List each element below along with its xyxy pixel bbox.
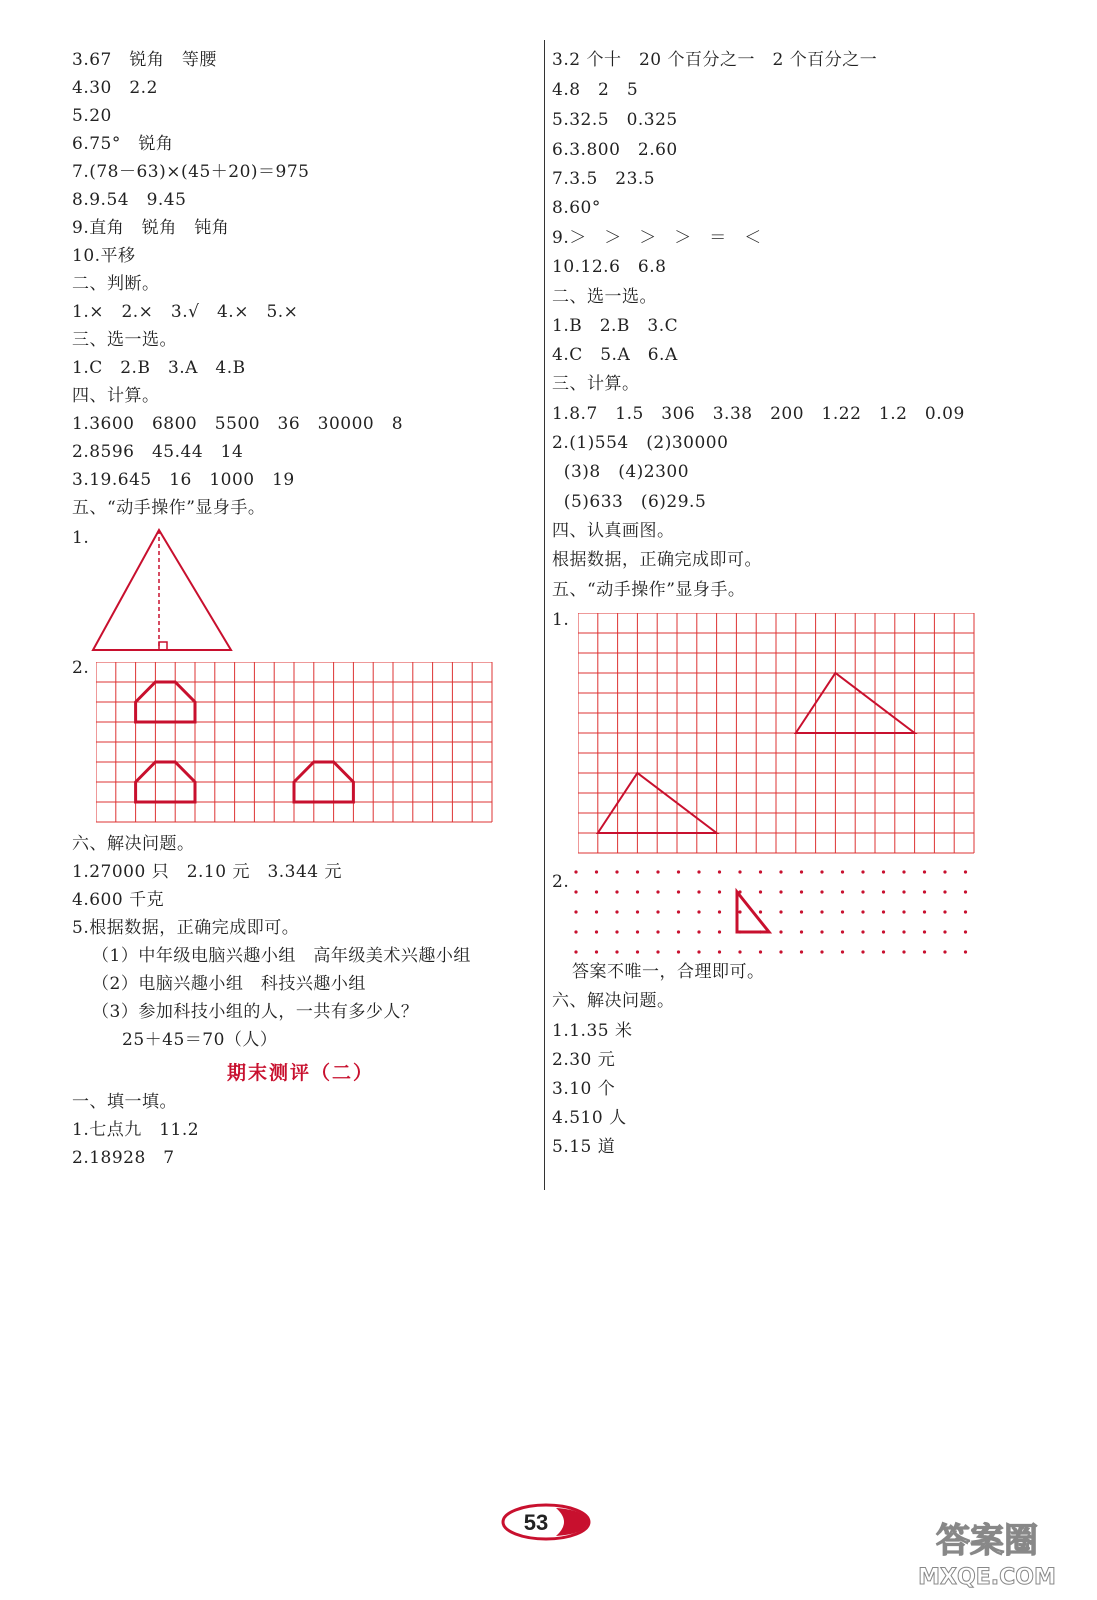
section-heading: 五、“动手操作”显身手。	[552, 580, 746, 600]
answer-line: 1.七点九 11.2	[72, 1120, 200, 1140]
triangle-altitude-figure	[88, 526, 238, 654]
grid-dot	[861, 950, 864, 953]
grid-dot	[779, 930, 782, 933]
grid-dot	[636, 890, 639, 893]
answer-line: 1.1.35 米	[552, 1021, 633, 1041]
answer-line: 3.10 个	[552, 1079, 616, 1099]
dot-grid-figure	[570, 866, 980, 956]
answer-line: 2.30 元	[552, 1050, 616, 1070]
section-heading: 三、计算。	[552, 374, 640, 394]
answer-line: 5.32.5 0.325	[552, 110, 678, 130]
answer-line: 3.67 锐角 等腰	[72, 50, 217, 70]
answer-note: 答案不唯一，合理即可。	[572, 962, 765, 982]
answer-line: 4.8 2 5	[552, 80, 639, 100]
grid-dot	[718, 910, 721, 913]
grid-dot	[882, 950, 885, 953]
answer-line: 5.根据数据，正确完成即可。	[72, 918, 300, 938]
grid-dot	[656, 890, 659, 893]
section-heading: 一、填一填。	[72, 1092, 177, 1112]
grid-dot	[656, 930, 659, 933]
grid-dot	[677, 890, 680, 893]
svg-text:MXQE.COM: MXQE.COM	[918, 1565, 1056, 1590]
grid-dot	[800, 930, 803, 933]
grid-dot	[841, 890, 844, 893]
grid-dot	[636, 930, 639, 933]
grid-dot	[820, 890, 823, 893]
grid-dot	[964, 950, 967, 953]
grid-dot	[615, 950, 618, 953]
grid-dot	[882, 890, 885, 893]
grid-dot	[902, 870, 905, 873]
answer-line: 4.30 2.2	[72, 78, 158, 98]
answer-line: 4.510 人	[552, 1108, 627, 1128]
grid-dot	[923, 930, 926, 933]
answer-line: 8.60°	[552, 198, 601, 218]
grid-dot	[923, 890, 926, 893]
grid-dot	[820, 950, 823, 953]
answer-line: 7.3.5 23.5	[552, 169, 656, 189]
grid-dot	[964, 870, 967, 873]
grid-dot	[800, 950, 803, 953]
grid-dot	[718, 950, 721, 953]
grid-dot	[677, 910, 680, 913]
grid-dot	[656, 870, 659, 873]
grid-dot	[861, 870, 864, 873]
grid-dot	[964, 930, 967, 933]
grid-dot	[738, 950, 741, 953]
grid-dot	[656, 950, 659, 953]
answer-line: 1.B 2.B 3.C	[552, 316, 679, 336]
answer-line: 7.(78－63)×(45＋20)＝975	[72, 162, 310, 182]
grid-dot	[697, 870, 700, 873]
grid-dot	[718, 930, 721, 933]
grid-dot	[656, 910, 659, 913]
grid-dot	[943, 870, 946, 873]
grid-dot	[943, 890, 946, 893]
grid-dot	[636, 950, 639, 953]
answer-line: 9.＞ ＞ ＞ ＞ ＝ ＜	[552, 228, 762, 248]
answer-line: 根据数据，正确完成即可。	[552, 550, 762, 570]
grid-dot	[923, 870, 926, 873]
answer-line: 10.平移	[72, 246, 136, 266]
grid-dot	[574, 950, 577, 953]
answer-line: 9.直角 锐角 钝角	[72, 218, 230, 238]
answer-line: (5)633 (6)29.5	[552, 492, 707, 512]
answer-line: 25＋45＝70（人）	[122, 1030, 278, 1050]
grid-dot	[595, 910, 598, 913]
grid-dot	[861, 910, 864, 913]
grid-dot	[677, 950, 680, 953]
grid-dot	[759, 910, 762, 913]
grid-dot	[841, 930, 844, 933]
grid-dot	[800, 910, 803, 913]
section-heading: 六、解决问题。	[552, 991, 675, 1011]
section-heading: 六、解决问题。	[72, 834, 195, 854]
grid-dot	[697, 930, 700, 933]
section-heading: 四、认真画图。	[552, 521, 675, 541]
grid-dot	[759, 950, 762, 953]
grid-dot	[964, 890, 967, 893]
page-number-badge	[500, 1500, 592, 1544]
grid-dot	[841, 870, 844, 873]
grid-dot	[615, 890, 618, 893]
grid-dot	[902, 890, 905, 893]
rotation-grid	[578, 613, 976, 857]
grid-dot	[779, 870, 782, 873]
grid-dot	[595, 870, 598, 873]
grid-dot	[861, 890, 864, 893]
grid-dot	[923, 950, 926, 953]
grid-dot	[964, 910, 967, 913]
watermark-logo	[897, 1512, 1077, 1592]
translation-grid	[96, 662, 494, 824]
grid-dot	[902, 930, 905, 933]
section-heading: 四、计算。	[72, 386, 160, 406]
answer-line: 4.600 千克	[72, 890, 165, 910]
answer-line: 8.9.54 9.45	[72, 190, 187, 210]
answer-line: 1.C 2.B 3.A 4.B	[72, 358, 246, 378]
grid-dot	[943, 930, 946, 933]
grid-dot	[636, 910, 639, 913]
answer-line: 5.15 道	[552, 1137, 616, 1157]
grid-dot	[923, 910, 926, 913]
grid-dot	[882, 870, 885, 873]
figure-label: 1.	[552, 610, 570, 630]
grid-dot	[677, 870, 680, 873]
grid-dot	[882, 930, 885, 933]
section-title: 期末测评（二）	[227, 1062, 375, 1084]
grid-dot	[759, 890, 762, 893]
answer-line: （2）电脑兴趣小组 科技兴趣小组	[92, 974, 366, 994]
grid-dot	[636, 870, 639, 873]
grid-dot	[595, 890, 598, 893]
grid-dot	[841, 910, 844, 913]
grid-dot	[615, 930, 618, 933]
grid-dot	[902, 910, 905, 913]
answer-line: 4.C 5.A 6.A	[552, 345, 678, 365]
grid-dot	[800, 890, 803, 893]
answer-line: 2.8596 45.44 14	[72, 442, 244, 462]
answer-line: 6.3.800 2.60	[552, 140, 678, 160]
grid-dot	[697, 950, 700, 953]
grid-dot	[759, 870, 762, 873]
answer-line: 1.3600 6800 5500 36 30000 8	[72, 414, 404, 434]
grid-dot	[718, 870, 721, 873]
answer-line: 1.× 2.× 3.√ 4.× 5.×	[72, 302, 299, 322]
column-divider	[544, 40, 545, 1190]
answer-line: 2.(1)554 (2)30000	[552, 433, 729, 453]
grid-dot	[595, 950, 598, 953]
figure-label: 1.	[72, 528, 90, 548]
grid-dot	[574, 910, 577, 913]
answer-line: 6.75° 锐角	[72, 134, 174, 154]
answer-line: 2.18928 7	[72, 1148, 175, 1168]
grid-dot	[615, 910, 618, 913]
grid-dot	[820, 910, 823, 913]
grid-dot	[677, 930, 680, 933]
grid-dot	[943, 950, 946, 953]
grid-dot	[779, 910, 782, 913]
right-triangle-shape	[737, 892, 769, 932]
grid-dot	[779, 890, 782, 893]
grid-dot	[738, 910, 741, 913]
grid-dot	[902, 950, 905, 953]
answer-line: (3)8 (4)2300	[552, 462, 690, 482]
answer-line: 3.19.645 16 1000 19	[72, 470, 295, 490]
answer-line: 1.27000 只 2.10 元 3.344 元	[72, 862, 343, 882]
grid-dot	[779, 950, 782, 953]
page-number: 53	[523, 1510, 549, 1535]
grid-dot	[574, 930, 577, 933]
grid-dot	[841, 950, 844, 953]
grid-dot	[574, 870, 577, 873]
answer-line: 3.2 个十 20 个百分之一 2 个百分之一	[552, 50, 878, 70]
svg-text:答案圈: 答案圈	[936, 1521, 1038, 1561]
section-heading: 五、“动手操作”显身手。	[72, 498, 266, 518]
grid-dot	[595, 930, 598, 933]
grid-dot	[697, 910, 700, 913]
section-heading: 二、选一选。	[552, 287, 657, 307]
grid-dot	[943, 910, 946, 913]
grid-dot	[697, 890, 700, 893]
answer-line: （1）中年级电脑兴趣小组 高年级美术兴趣小组	[92, 946, 471, 966]
section-heading: 三、选一选。	[72, 330, 177, 350]
answer-line: 5.20	[72, 106, 112, 126]
figure-label: 2.	[72, 658, 90, 678]
answer-line: （3）参加科技小组的人，一共有多少人？	[92, 1002, 419, 1022]
grid-dot	[615, 870, 618, 873]
section-heading: 二、判断。	[72, 274, 160, 294]
answer-line: 1.8.7 1.5 306 3.38 200 1.22 1.2 0.09	[552, 404, 965, 424]
grid-dot	[800, 870, 803, 873]
grid-dot	[882, 910, 885, 913]
figure-label: 2.	[552, 872, 570, 892]
grid-dot	[820, 870, 823, 873]
grid-dot	[718, 890, 721, 893]
grid-dot	[738, 870, 741, 873]
answer-line: 10.12.6 6.8	[552, 257, 667, 277]
grid-dot	[574, 890, 577, 893]
grid-dot	[861, 930, 864, 933]
grid-dot	[820, 930, 823, 933]
